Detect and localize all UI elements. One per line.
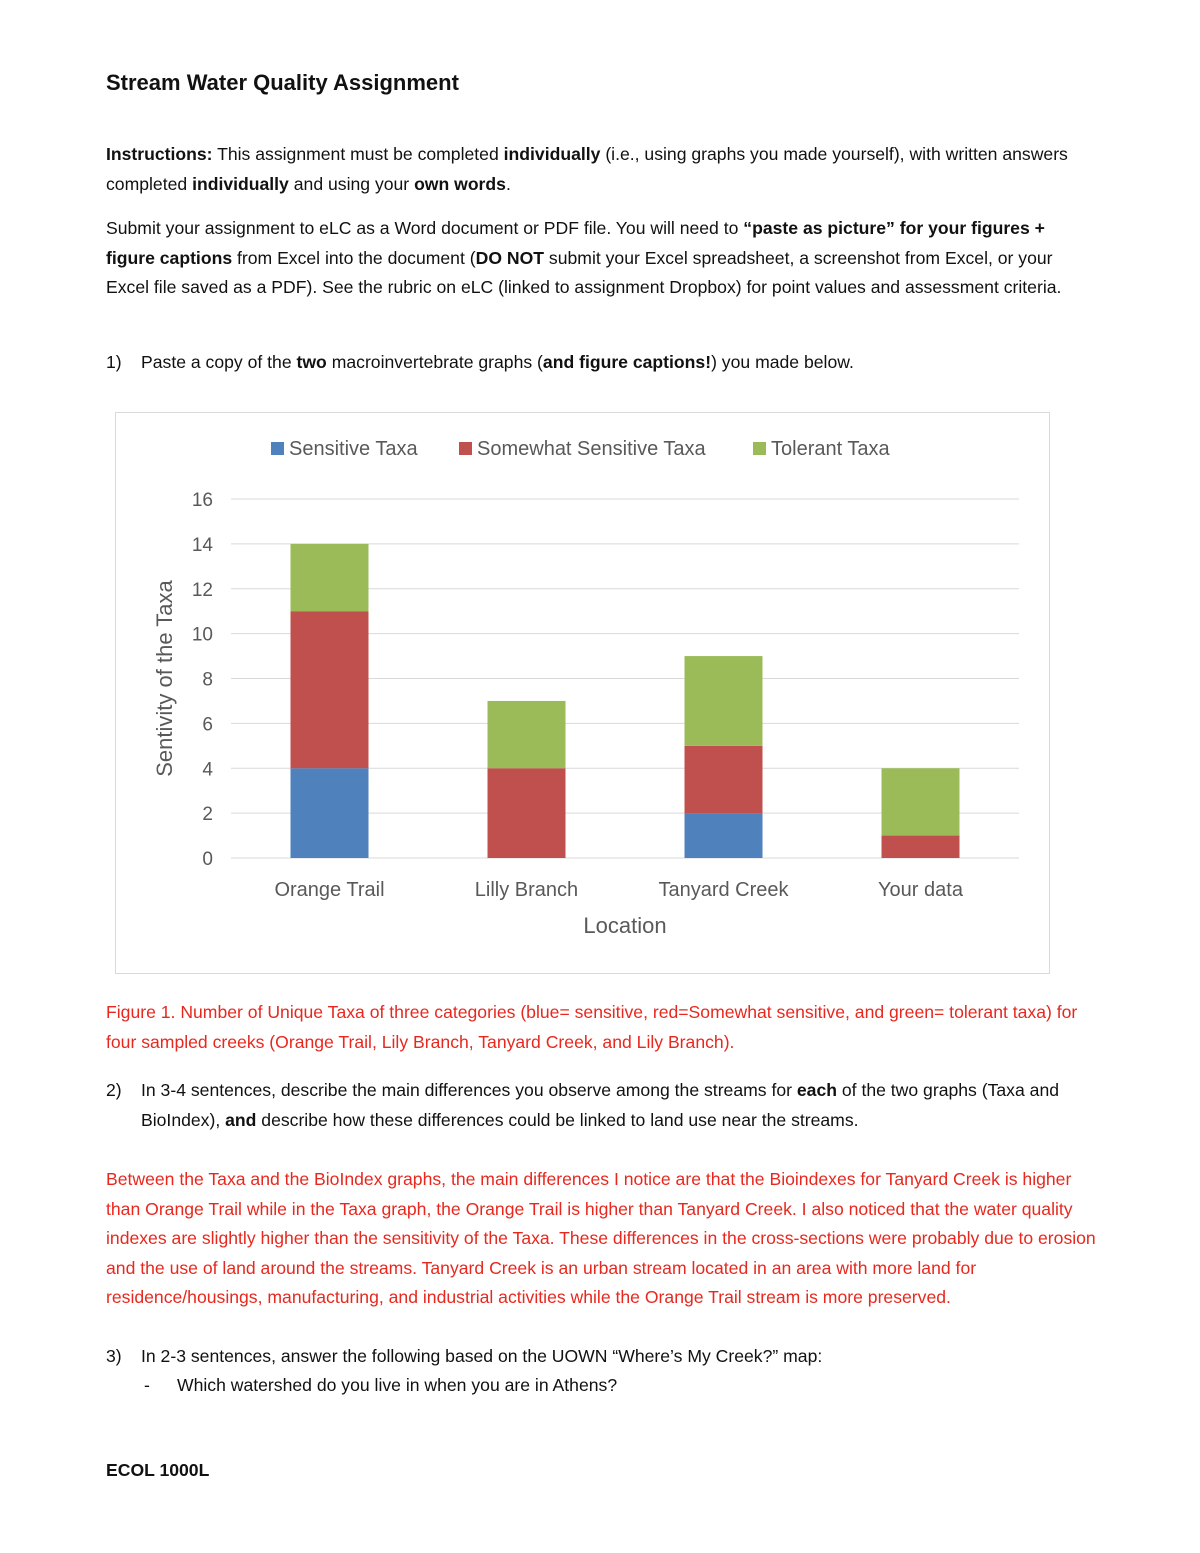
q1-text-2: macroinvertebrate graphs (	[326, 352, 543, 372]
answer-2: Between the Taxa and the BioIndex graphs, the main differences I notice are that the Bioindexes for Tanyard Creek is higher than Orange Trail while in the Taxa graph, the Orange Trail is higher than Tanyard Creek. I also noticed that the water quality indexes are slightly higher than the sensitivity of the Taxa. These differences in the cross-sections were probably due to erosion and the use of land around the streams. Tanyard Creek is an urban stream located in an area with more land for residence/housings, manufacturing, and industrial activities while the Orange Trail stream is more preserved.	[106, 1169, 1096, 1308]
instructions-bold-2: individually	[192, 173, 289, 194]
question-2-text	[141, 1076, 1096, 1135]
question-2	[106, 1076, 1096, 1135]
y-tick-label-14: 14	[191, 534, 213, 556]
figure-caption: Figure 1. Number of Unique Taxa of three categories (blue= sensitive, red=Somewhat sensitive, and green= tolerant taxa) for four sampled creeks (Orange Trail, Lily Branch, Tanyard Creek, and Lily Branch).	[106, 1002, 1078, 1052]
bar-your-data-somewhat-sensitive-taxa	[882, 836, 960, 858]
question-2-number: 2)	[106, 1080, 122, 1100]
question-1-text	[141, 348, 1096, 378]
y-tick-label-8: 8	[202, 669, 213, 691]
y-tick-label-12: 12	[191, 579, 213, 601]
instructions-bold-1: individually	[503, 144, 601, 164]
y-tick-label-6: 6	[202, 714, 213, 736]
x-tick-label-tanyard-creek: Tanyard Creek	[658, 879, 789, 901]
y-axis-title: Sentivity of the Taxa	[152, 580, 177, 777]
x-axis-title: Location	[583, 913, 667, 938]
q2-bold-2: and	[225, 1109, 257, 1130]
q2-text-1: In 3-4 sentences, describe the main differences you observe among the streams for	[141, 1080, 797, 1100]
instructions-lead: Instructions:	[106, 144, 213, 164]
question-1-number: 1)	[106, 352, 122, 372]
question-3	[106, 1342, 1096, 1372]
question-1	[106, 348, 1096, 378]
x-tick-label-your-data: Your data	[878, 879, 963, 901]
submit-bold-1: “paste as picture” for your figures + figure captions	[106, 218, 1045, 268]
instructions-bold-3: own words	[414, 173, 506, 194]
bar-orange-trail-tolerant-taxa	[291, 544, 369, 611]
taxa-chart-frame	[115, 412, 1050, 974]
bar-orange-trail-somewhat-sensitive-taxa	[291, 611, 369, 768]
bullet-dash: -	[144, 1375, 150, 1395]
bar-orange-trail-sensitive-taxa	[291, 768, 369, 858]
submit-text-1: Submit your assignment to eLC as a Word document or PDF file. You will need to	[106, 218, 744, 238]
q1-bold-1: two	[296, 352, 327, 372]
y-tick-label-10: 10	[191, 624, 213, 646]
legend-swatch-somewhat-sensitive-taxa	[459, 442, 472, 455]
legend-label-tolerant-taxa: Tolerant Taxa	[771, 438, 890, 460]
y-tick-label-4: 4	[202, 759, 213, 781]
submit-paragraph	[106, 214, 1096, 303]
x-tick-label-lilly-branch: Lilly Branch	[474, 879, 579, 901]
q1-text-1: Paste a copy of the	[141, 352, 297, 372]
instructions-text-4: .	[505, 173, 511, 194]
bar-lilly-branch-tolerant-taxa	[488, 701, 566, 768]
q1-text-3: ) you made below.	[711, 352, 854, 372]
bar-lilly-branch-somewhat-sensitive-taxa	[488, 768, 566, 858]
legend-label-somewhat-sensitive-taxa: Somewhat Sensitive Taxa	[477, 438, 706, 460]
instructions-text-2: (i.e., using graphs you made yourself), with written answers completed	[106, 144, 1068, 194]
question-3-number: 3)	[106, 1346, 122, 1366]
instructions-paragraph	[106, 140, 1096, 199]
q2-text-2: of the two graphs (Taxa and BioIndex),	[141, 1080, 1060, 1130]
legend-swatch-sensitive-taxa	[271, 442, 284, 455]
question-3-bullet	[106, 1371, 1096, 1401]
bar-your-data-tolerant-taxa	[882, 768, 960, 835]
instructions-text-1: This assignment must be completed	[212, 144, 504, 164]
submit-text-3: submit your Excel spreadsheet, a screenshot from Excel, or your Excel file saved as a PDF). See the rubric on eLC (linked to assignment Dropbox) for point values and assessment criteria.	[106, 247, 1062, 298]
x-tick-label-orange-trail: Orange Trail	[274, 879, 385, 901]
question-3-text: In 2-3 sentences, answer the following based on the UOWN “Where’s My Creek?” map:	[141, 1346, 823, 1366]
bar-tanyard-creek-somewhat-sensitive-taxa	[685, 746, 763, 813]
q2-text-3: describe how these differences could be linked to land use near the streams.	[256, 1109, 859, 1130]
footer-course-code: ECOL 1000L	[106, 1460, 210, 1480]
bar-tanyard-creek-sensitive-taxa	[685, 813, 763, 858]
y-tick-label-0: 0	[202, 849, 213, 870]
instructions-text-3: and using your	[288, 173, 415, 194]
q1-bold-2: and figure captions!	[542, 352, 712, 372]
taxa-stacked-bar-chart	[116, 413, 1049, 973]
submit-bold-2: DO NOT	[475, 247, 545, 268]
y-tick-label-16: 16	[191, 490, 213, 511]
y-tick-label-2: 2	[202, 804, 213, 826]
document-title: Stream Water Quality Assignment	[106, 70, 459, 95]
bar-tanyard-creek-tolerant-taxa	[685, 656, 763, 746]
q2-bold-1: each	[796, 1080, 837, 1100]
legend-swatch-tolerant-taxa	[753, 442, 766, 455]
question-3-bullet-text: Which watershed do you live in when you are in Athens?	[177, 1375, 618, 1395]
legend-label-sensitive-taxa: Sensitive Taxa	[289, 438, 418, 460]
submit-text-2: from Excel into the document (	[232, 247, 476, 268]
